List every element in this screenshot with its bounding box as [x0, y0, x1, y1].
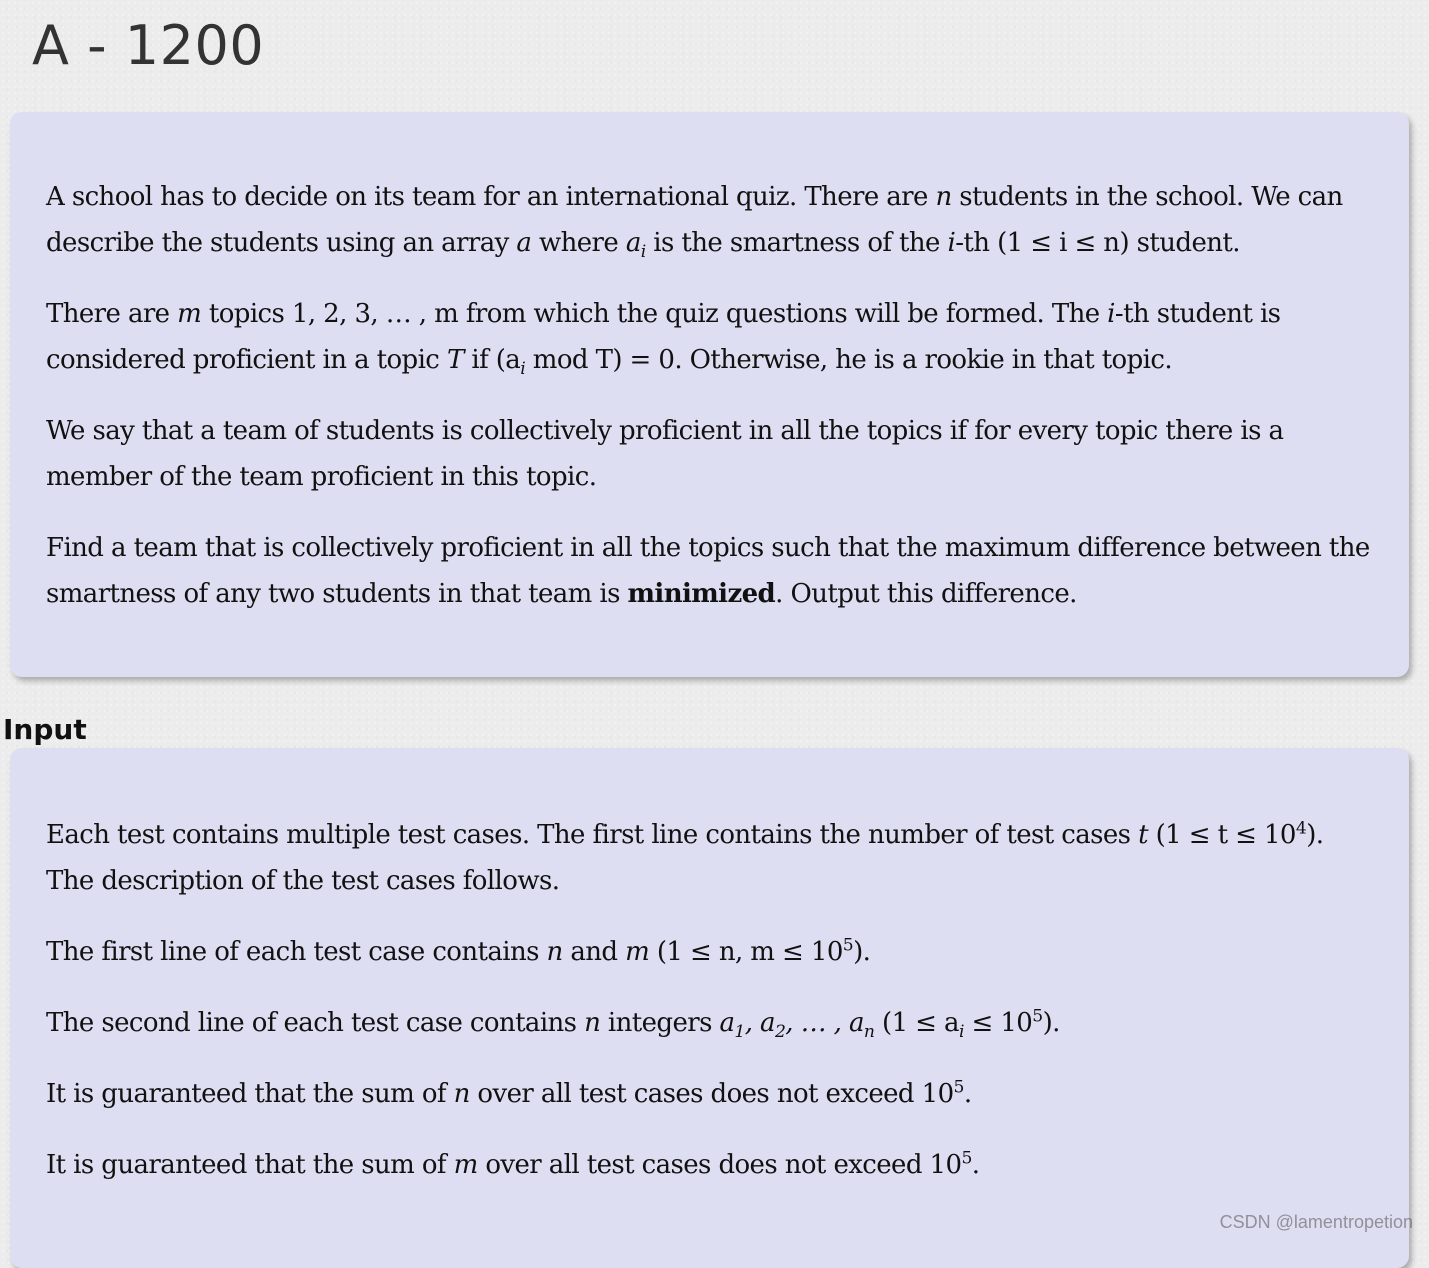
text: student. [1129, 228, 1240, 258]
input-paragraph-2 [46, 929, 1373, 975]
text: -th student is considered proficient in a topic [46, 299, 1281, 375]
math-power [922, 1079, 964, 1109]
math-i: i [1107, 299, 1115, 329]
math-i-range: (1 ≤ i ≤ n) [997, 228, 1129, 258]
text: . [1052, 1008, 1060, 1038]
math-n: n [453, 1079, 470, 1109]
text: from which the quiz questions will be formed. The [458, 299, 1108, 329]
math-pow-base: 10 [921, 1079, 954, 1109]
math-range-close: ) [1042, 1008, 1053, 1038]
math-m: m [625, 937, 650, 967]
math-seq-a1: a [719, 1008, 735, 1038]
math-nm-range [657, 937, 863, 967]
math-mod-condition [495, 345, 675, 380]
math-pow-sup: 5 [961, 1148, 972, 1169]
text: over all test cases does not exceed [477, 1150, 930, 1180]
text: Find a team that is collectively proficient in all the topics such that the maximum difference between the smartness of any two students in that team is [46, 533, 1370, 609]
math-sequence [719, 1008, 875, 1043]
math-n: n [546, 937, 563, 967]
input-paragraph-5 [46, 1142, 1373, 1188]
math-range-sup: 5 [1032, 1006, 1043, 1027]
math-t-range [1156, 820, 1316, 850]
statement-card [10, 112, 1409, 677]
math-cond-close: mod T) = 0 [525, 345, 675, 375]
math-ai-base: a [625, 228, 641, 258]
math-m: m [177, 299, 202, 329]
math-seq-a1-sub: 1 [734, 1022, 745, 1043]
text: is the smartness of the [645, 228, 948, 258]
math-seq-an-sub: n [863, 1022, 875, 1043]
math-ai-range [882, 1006, 1053, 1043]
math-a: a [516, 228, 532, 258]
input-paragraph-3 [46, 1000, 1373, 1046]
input-card [10, 748, 1409, 1268]
math-range-close: ) [1306, 820, 1316, 850]
text: and [562, 937, 626, 967]
watermark: CSDN @lamentropetion [1219, 1212, 1413, 1232]
math-range-open: (1 ≤ n, m ≤ 10 [656, 937, 843, 967]
math-range-sub: i [958, 1022, 964, 1043]
math-seq-a2: , a [744, 1008, 775, 1038]
text: It is guaranteed that the sum of [46, 1079, 454, 1109]
statement-paragraph-2 [46, 291, 1373, 383]
input-heading: Input [3, 713, 87, 746]
math-range-open: (1 ≤ a [882, 1008, 959, 1038]
math-range-sup: 4 [1295, 818, 1307, 839]
problem-title: A - 1200 [32, 14, 265, 77]
text: . [971, 1150, 980, 1180]
emphasis-minimized: minimized [627, 579, 776, 609]
statement-paragraph-4 [46, 525, 1373, 617]
math-range-sup: 5 [842, 935, 854, 956]
math-i: i [947, 228, 956, 258]
text: -th [955, 228, 998, 258]
math-ai-sub: i [640, 242, 646, 263]
text: . The description of the test cases follows. [46, 820, 1324, 896]
text: . [963, 1079, 972, 1109]
math-topic-list: 1, 2, 3, … , m [291, 299, 459, 329]
input-paragraph-4 [46, 1071, 1373, 1117]
math-range-open: (1 ≤ t ≤ 10 [1155, 820, 1296, 850]
text: It is guaranteed that the sum of [46, 1150, 454, 1180]
statement-paragraph-1 [46, 174, 1373, 266]
math-pow-sup: 5 [953, 1077, 964, 1098]
text: The first line of each test case contains [46, 937, 547, 967]
text: . [862, 937, 871, 967]
text: . Otherwise, he is a rookie in that topic. [674, 345, 1172, 375]
math-power [930, 1150, 972, 1180]
math-n: n [584, 1008, 601, 1038]
text: integers [600, 1008, 720, 1038]
text: topics [201, 299, 292, 329]
math-seq-dots: , … , a [785, 1008, 864, 1038]
statement-paragraph-3: We say that a team of students is collectively proficient in all the topics if for every topic there is a member of the team proficient in this topic. [46, 416, 1284, 492]
math-cond-sub: i [520, 359, 526, 380]
math-T: T [446, 345, 464, 375]
math-seq-a2-sub: 2 [774, 1022, 786, 1043]
math-range-mid: ≤ 10 [963, 1008, 1033, 1038]
text: over all test cases does not exceed [469, 1079, 922, 1109]
text: if [463, 345, 496, 375]
text: Each test contains multiple test cases. The first line contains the number of test cases [46, 820, 1139, 850]
math-ai [625, 228, 646, 263]
math-t: t [1138, 820, 1148, 850]
text: . Output this difference. [775, 579, 1077, 609]
math-m: m [453, 1150, 478, 1180]
math-pow-base: 10 [929, 1150, 962, 1180]
text: There are [46, 299, 178, 329]
text: The second line of each test case contains [46, 1008, 585, 1038]
input-paragraph-1 [46, 812, 1373, 904]
math-cond-open: (a [495, 345, 521, 375]
text: A school has to decide on its team for an international quiz. There are [46, 182, 936, 212]
text: students in the school. We can describe the students using an array [46, 182, 1343, 258]
math-range-close: ) [853, 937, 863, 967]
math-n: n [935, 182, 952, 212]
text: where [531, 228, 626, 258]
